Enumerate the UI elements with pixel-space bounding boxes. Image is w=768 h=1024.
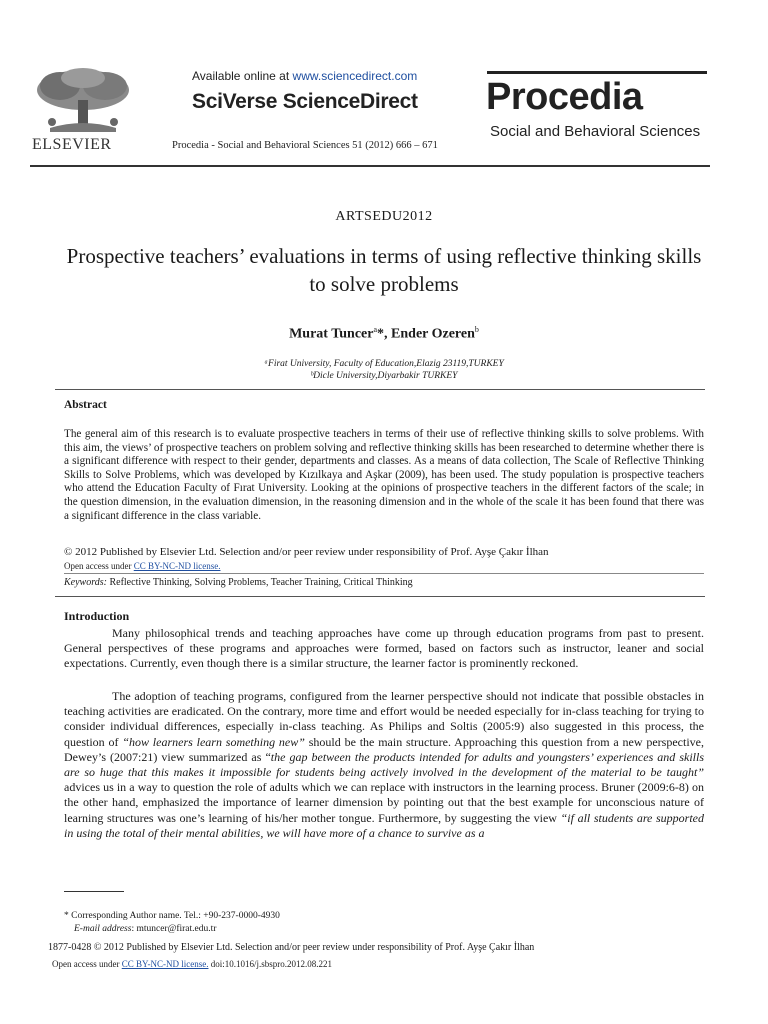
quote: “if all students are supported in using the total of their mental abilities, we will have more of a chance to survive as a [64,810,704,840]
sciencedirect-link[interactable]: www.sciencedirect.com [292,69,418,83]
footnote-rule [64,891,124,892]
affiliation-a: ᵃFirat University, Faculty of Education,Elazig 23119,TURKEY [264,359,504,369]
author-name: Murat Tuncer [289,326,374,342]
intro-paragraph-2 [64,689,704,841]
paragraph-text: Many philosophical trends and teaching approaches have come up through education programs from past to present. General perspectives of these programs and approaches were formed, based on factors such as instructor, leaner and social expectations. Currently, even though there is a similar structure, the learner factor is prominently reckoned. [64,626,704,671]
paragraph-text: The adoption of teaching programs, configured from the learner perspective should not indicate that possible obstacles in teaching activities are eradicated. On the contrary, more time and effort would be needed especially for in-class teaching for trying to consider individual differences, especially in-class teaching. As Philips and Soltis (2005:9) also suggested in this process, the question of [64,689,704,749]
license-link[interactable]: CC BY-NC-ND license. [133,561,221,571]
author-name: Ender Ozeren [391,326,475,342]
available-online-label: Available online at [192,69,290,83]
issn-copyright-line: 1877-0428 © 2012 Published by Elsevier Ltd. Selection and/or peer review under responsibility of Prof. Ayşe Çakır İlhan [48,942,535,953]
abstract-heading: Abstract [64,399,107,411]
copyright-notice: © 2012 Published by Elsevier Ltd. Selection and/or peer review under responsibility of Prof. Ayşe Çakır İlhan [64,546,549,558]
doi: doi:10.1016/j.sbspro.2012.08.221 [210,959,332,969]
publisher-wordmark: ELSEVIER [32,136,112,153]
quote: “how learners learn something new” [122,734,305,749]
open-access-label: Open access under [64,561,132,571]
abstract-text: The general aim of this research is to evaluate prospective teachers in terms of their use of reflective thinking skills to solve problems. With this aim, the views’ of prospective teachers on problem solving and reflective thinking skills has been researched to determine whether there is a significant difference with respect to their gender, departments and classes. As a means of data collection, The Scale of Reflective Thinking Skills to Solve Problems, which was developed by Kızılkaya and Aşkar (2009), has been used. The study population is prospective teachers who attend the Education Faculty of Fırat University. Looking at the opinions of prospective teachers in the different factors of the scale; in the question dimension, in the evaluation dimension, in the reasoning dimension and in the whole of the scale it has been found that there was a significant difference in the class variable. [64,428,704,522]
paragraph-text: should be the main structure. Approaching this question from a new perspective, Dewey’s (2007:21) view summarized as “ [64,734,704,764]
quote: the gap between the products intended for adults and youngsters’ experiences and skills are so huge that this makes it impossible for students being actively involved in the development of the material to be taught” [64,749,704,780]
keywords-rule [64,573,704,574]
author-affiliation-mark: a [373,325,378,334]
platform-name: SciVerse ScienceDirect [192,90,418,113]
keywords-line [64,577,413,588]
corresponding-mark: * [377,326,385,342]
available-online-line [192,69,417,83]
author-list: Murat Tuncer$^a$*, Ender Ozeren$^b$ [289,325,479,342]
journal-name: Procedia [486,76,643,118]
abstract-bottom-rule [55,596,705,597]
keywords-label: Keywords: [64,577,107,588]
footer-license-line [52,959,332,969]
affiliation-b: ᵇDicle University,Diyarbakir TURKEY [310,371,458,381]
procedia-top-rule [487,71,707,74]
article-title: Prospective teachers’ evaluations in terms of using reflective thinking skills to solve problems [66,244,702,296]
elsevier-tree-icon [30,66,136,134]
abstract-top-rule [55,389,705,390]
elsevier-logo [30,66,140,162]
journal-reference: Procedia - Social and Behavioral Sciences 51 (2012) 666 – 671 [172,140,438,151]
section-heading-introduction: Introduction [64,609,130,623]
keywords-text: Reflective Thinking, Solving Problems, Teacher Training, Critical Thinking [109,577,413,588]
corresponding-author-note: * Corresponding Author name. Tel.: +90-237-0000-4930 [64,911,280,921]
header-divider [30,165,710,167]
conference-name: ARTSEDU2012 [335,209,433,224]
email-line [74,924,216,934]
author-affiliation-mark: b [474,325,479,334]
open-access-label: Open access under [52,959,120,969]
email-address: : mtuncer@firat.edu.tr [131,924,217,934]
paragraph-text: advices us in a way to question the role of adults which we can replace with instructors in the learning process. Bruner (2009:6-8) on the other hand, emphasized the importance of learner dimension by pointing out that the best example for unconscious nature of learning structures was one’s learning of his/her mother tongue. Furthermore, by suggesting the view [64,780,704,825]
email-label: E-mail address [74,924,132,934]
license-line [64,561,220,571]
license-link[interactable]: CC BY-NC-ND license. [121,959,209,969]
journal-subtitle: Social and Behavioral Sciences [490,123,701,140]
intro-paragraph-1 [64,626,704,672]
